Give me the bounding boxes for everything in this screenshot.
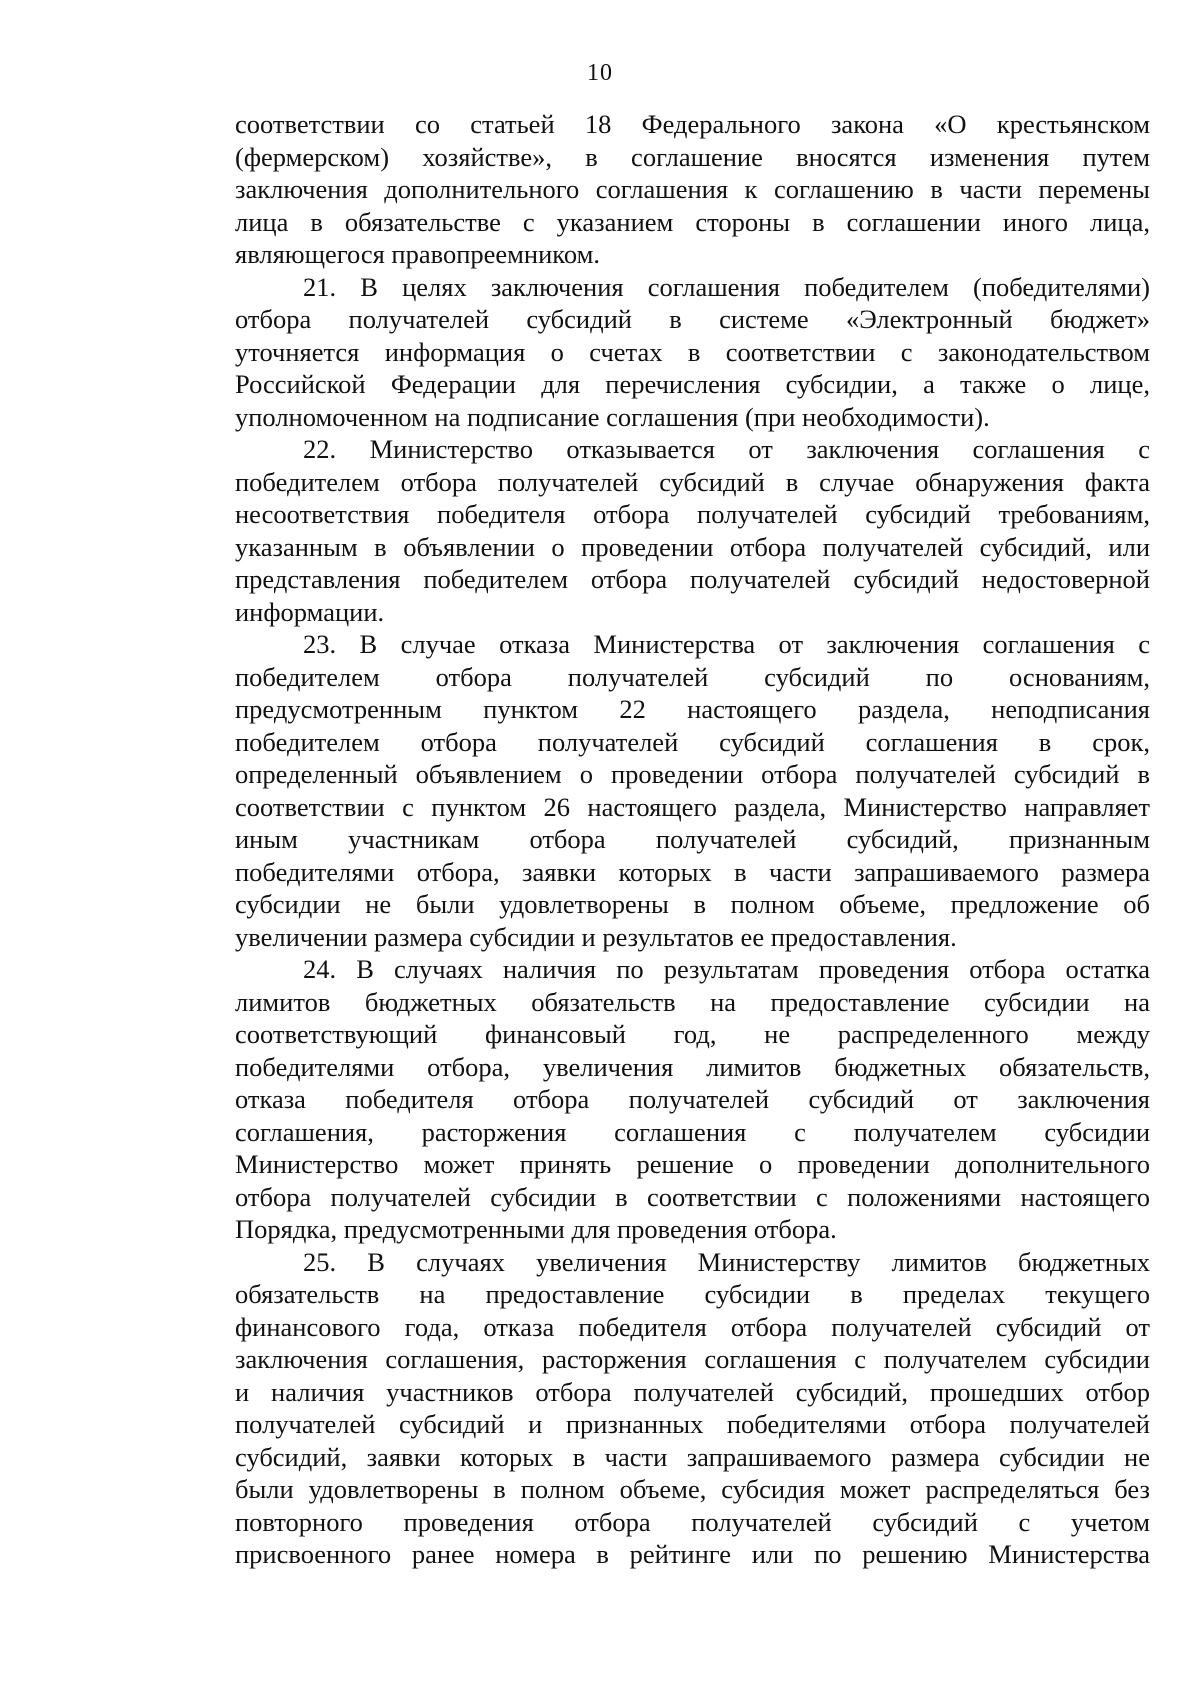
text-line: 25. В случаях увеличения Министерству лимитов бюджетных: [303, 1246, 1150, 1277]
text-line: заключения соглашения, расторжения соглашения с получателем субсидии: [235, 1344, 1150, 1374]
text-line: победителем отбора получателей субсидий в случае обнаружения факта: [235, 466, 1150, 497]
text-line: соглашения, расторжения соглашения с получателем субсидии: [235, 1116, 1150, 1147]
text-line: Российской Федерации для перечисления субсидии, а также о лице,: [235, 369, 1150, 399]
text-line: являющегося правопреемником.: [235, 239, 600, 269]
text-line: были удовлетворены в полном объеме, субсидия может распределяться без: [235, 1474, 1150, 1504]
text-line: лица в обязательстве с указанием стороны в соглашении иного лица,: [235, 206, 1150, 237]
text-line: победителями отбора, заявки которых в части запрашиваемого размера: [235, 856, 1150, 887]
paragraph-p22: [235, 433, 1150, 628]
text-line: соответствии со статьей 18 Федерального закона «О крестьянском: [235, 109, 1150, 139]
text-line: субсидий, заявки которых в части запрашиваемого размера субсидии не: [235, 1441, 1150, 1472]
paragraph-p25: [235, 1246, 1150, 1571]
text-line: 22. Министерство отказывается от заключения соглашения с: [303, 434, 1150, 464]
text-line: Министерство может принять решение о проведении дополнительного: [235, 1149, 1150, 1179]
text-line: 21. В целях заключения соглашения победителем (победителями): [303, 271, 1150, 302]
text-line: представления победителем отбора получателей субсидий недостоверной: [235, 564, 1150, 594]
text-line: 23. В случае отказа Министерства от заключения соглашения с: [303, 629, 1150, 659]
text-line: несоответствия победителя отбора получателей субсидий требованиям,: [235, 499, 1150, 529]
text-line: лимитов бюджетных обязательств на предоставление субсидии на: [235, 986, 1150, 1017]
text-line: отбора получателей субсидии в соответствии с положениями настоящего: [235, 1181, 1150, 1212]
text-line: уточняется информация о счетах в соответствии с законодательством: [235, 336, 1150, 367]
document-body: [235, 108, 1150, 1571]
text-line: соответствующий финансовый год, не распределенного между: [235, 1019, 1150, 1049]
page-number: 10: [587, 60, 613, 86]
text-line: (фермерском) хозяйстве», в соглашение вносятся изменения путем: [235, 141, 1150, 172]
text-line: заключения дополнительного соглашения к соглашению в части перемены: [235, 174, 1150, 204]
text-line: Порядка, предусмотренными для проведения отбора.: [235, 1214, 837, 1244]
text-line: отбора получателей субсидий в системе «Электронный бюджет»: [235, 304, 1150, 334]
text-line: присвоенного ранее номера в рейтинге или по решению Министерства: [235, 1539, 1150, 1569]
text-line: иным участникам отбора получателей субсидий, признанным: [235, 824, 1150, 854]
text-line: финансового года, отказа победителя отбора получателей субсидий от: [235, 1311, 1150, 1342]
text-line: информации.: [235, 596, 385, 627]
text-line: победителем отбора получателей субсидий по основаниям,: [235, 661, 1150, 692]
paragraph-p21: [235, 271, 1150, 434]
text-line: обязательств на предоставление субсидии в пределах текущего: [235, 1279, 1150, 1309]
paragraph-p24: [235, 953, 1150, 1246]
text-line: уполномоченном на подписание соглашения (при необходимости).: [235, 401, 990, 432]
text-line: отказа победителя отбора получателей субсидий от заключения: [235, 1084, 1150, 1114]
text-line: 24. В случаях наличия по результатам проведения отбора остатка: [303, 954, 1150, 984]
text-line: победителями отбора, увеличения лимитов бюджетных обязательств,: [235, 1051, 1150, 1082]
text-line: получателей субсидий и признанных победителями отбора получателей: [235, 1409, 1150, 1439]
text-line: увеличении размера субсидии и результатов ее предоставления.: [235, 921, 957, 952]
paragraph-p20-cont: [235, 108, 1150, 271]
text-line: соответствии с пунктом 26 настоящего раздела, Министерство направляет: [235, 791, 1150, 822]
text-line: субсидии не были удовлетворены в полном объеме, предложение об: [235, 889, 1150, 919]
paragraph-p23: [235, 628, 1150, 953]
text-line: определенный объявлением о проведении отбора получателей субсидий в: [235, 759, 1150, 789]
text-line: предусмотренным пунктом 22 настоящего раздела, неподписания: [235, 694, 1150, 724]
text-line: победителем отбора получателей субсидий соглашения в срок,: [235, 726, 1150, 757]
text-line: повторного проведения отбора получателей субсидий с учетом: [235, 1506, 1150, 1537]
text-line: и наличия участников отбора получателей субсидий, прошедших отбор: [235, 1376, 1150, 1407]
text-line: указанным в объявлении о проведении отбора получателей субсидий, или: [235, 531, 1150, 562]
